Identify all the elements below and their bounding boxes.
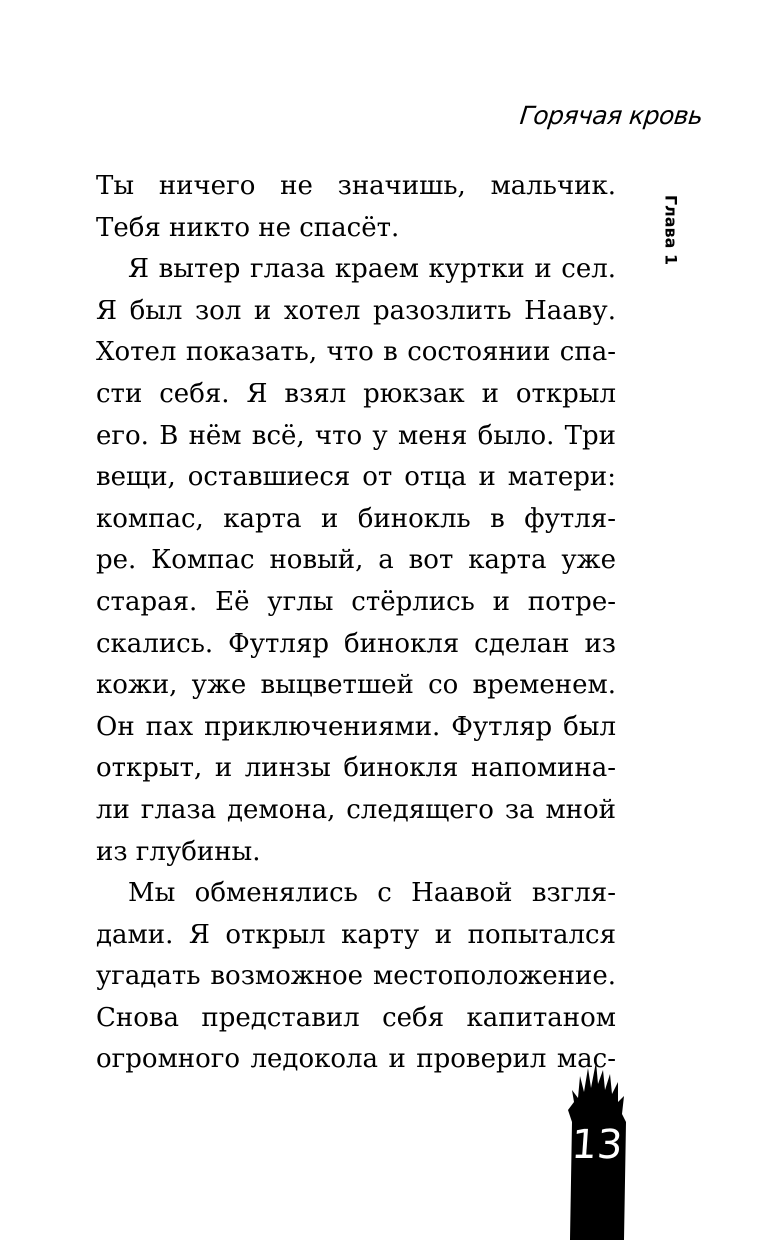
text-line: открыт, и линзы бинокля напомина- bbox=[96, 753, 616, 784]
text-line: угадать возможное местоположение. bbox=[96, 961, 616, 992]
text-line: Тебя никто не спасёт. bbox=[96, 212, 400, 243]
text-line: Хотел показать, что в состоянии спа- bbox=[96, 337, 616, 368]
page-number-tab bbox=[566, 1062, 628, 1240]
body-text bbox=[96, 166, 616, 1081]
text-line: огромного ледокола и проверил мас- bbox=[96, 1044, 616, 1075]
text-line: Я был зол и хотел разозлить Нааву. bbox=[96, 295, 616, 326]
text-line: из глубины. bbox=[96, 836, 261, 867]
text-line: его. В нём всё, что у меня было. Три bbox=[96, 420, 616, 451]
text-line: Я вытер глаза краем куртки и сел. bbox=[128, 254, 616, 285]
text-line: ре. Компас новый, а вот карта уже bbox=[96, 545, 616, 576]
text-line: сти себя. Я взял рюкзак и открыл bbox=[96, 378, 616, 409]
text-line: дами. Я открыл карту и попытался bbox=[96, 919, 616, 950]
chapter-tab bbox=[656, 170, 686, 290]
text-line: Он пах приключениями. Футляр был bbox=[96, 711, 616, 742]
text-line: ли глаза демона, следящего за мной bbox=[96, 794, 616, 825]
text-line: кожи, уже выцветшей со временем. bbox=[96, 670, 616, 701]
text-line: компас, карта и бинокль в футля- bbox=[96, 503, 616, 534]
text-line: вещи, оставшиеся от отца и матери: bbox=[96, 462, 616, 493]
text-line: старая. Её углы стёрлись и потре- bbox=[96, 586, 616, 617]
text-line: Снова представил себя капитаном bbox=[96, 1002, 616, 1033]
text-line: Ты ничего не значишь, мальчик. bbox=[96, 171, 616, 201]
text-line: Мы обменялись с Наавой взгля- bbox=[128, 878, 616, 909]
running-head: Горячая кровь bbox=[518, 101, 705, 130]
text-line: скались. Футляр бинокля сделан из bbox=[96, 628, 616, 659]
page-number: 13 bbox=[569, 1122, 625, 1168]
chapter-label: Глава 1 bbox=[661, 194, 681, 266]
